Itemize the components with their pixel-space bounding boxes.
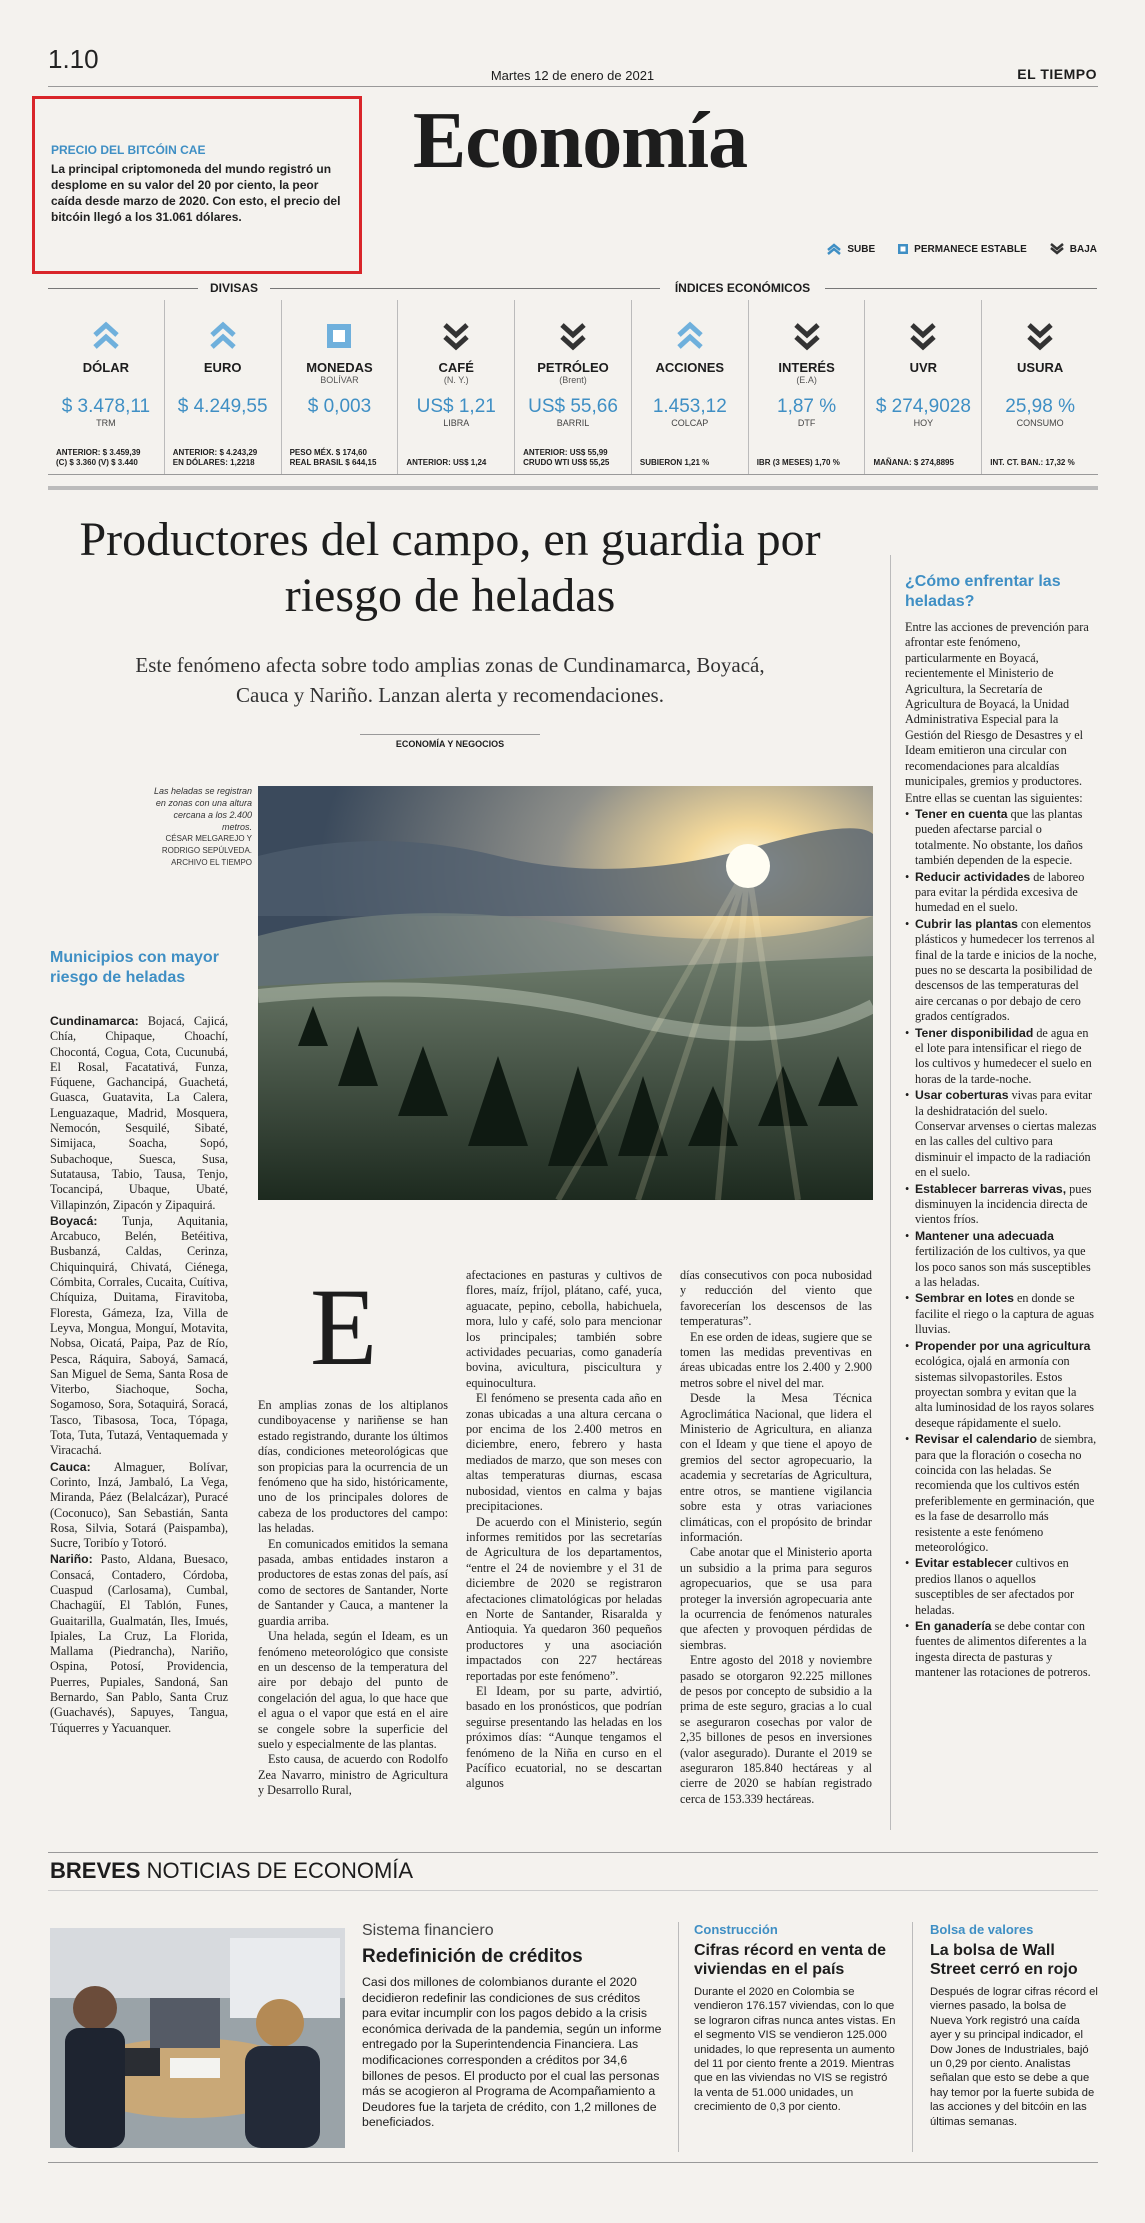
indicator-sub [48,375,164,386]
municipios-group [50,1214,228,1459]
indicator-4 [515,300,632,474]
tip-text: que las plantas pueden afectarse parcial o totalmente. No obstante, los daños también dependen de la especie. [915,806,1083,868]
article-column-3 [680,1268,872,1807]
tip-lead: Cubrir las plantas [915,916,1018,931]
tip-text: se debe contar con fuentes de alimentos diferentes a la ingesta directa de pasturas y mantener las rotaciones de potreros. [915,1619,1091,1680]
tip-text: cultivos en predios llanos o aquellos susceptibles de ser afectados por heladas. [915,1556,1075,1617]
tip-text: pues disminuyen la incidencia directa de vientos fríos. [915,1181,1092,1227]
article-paragraph: afectaciones en pasturas y cultivos de flores, maíz, fríjol, plátano, café, yuca, aguacate, pepino, cebolla, habichuela, mora, lulo y café, solo para mencionar los principales; también sobre actividades pecuarias, como ganadería bovina, avicultura, piscicultura y equinocultura. [466,1268,662,1390]
indicator-value: $ 4.249,55 [177,396,268,417]
page-number: 1.10 [48,44,99,74]
bottom-rule [48,2162,1098,2163]
municipios-group [50,1552,228,1736]
tip-text: ecológica, ojalá en armonía con sistemas silvopastoriles. Estos proyectan sombra y evitan que la alta luminosidad de los rayos solares deseque rápidamente el suelo. [915,1354,1095,1430]
frost-landscape-photo [258,786,873,1200]
brief-1-kicker: Sistema financiero [362,1922,494,1939]
breves-label-rest: NOTICIAS DE ECONOMÍA [140,1858,414,1883]
municipality-list: Pasto, Aldana, Buesaco, Consacá, Contadero, Córdoba, Cuaspud (Carlosama), Cumbal, Chachagüí, El Tablón, Funes, Guaitarilla, Gualmatán, Iles, Imués, Ipiales, La Cruz, La Florida, Mallama (Piedrancha), Nariño, Ospina, Potosí, Providencia, Puerres, Pupiales, Sandoná, San Bernardo, San Pablo, Santa Cruz (Guachavés), Sapuyes, Tangua, Túquerres y Yacuanquer. [50,1552,229,1735]
sidebar-tip [905,807,1097,869]
indicator-footnote: IBR (3 MESES) 1,70 % [756,458,840,467]
bitcoin-text: La principal criptomoneda del mundo registró un desplome en su valor del 20 por ciento, la peor caída desde marzo de 2020. Con esto, el precio del bitcóin llegó a los 31.061 dólares. [51,162,341,224]
up-arrow-icon [632,314,748,358]
department-name: Nariño: [50,1552,93,1567]
indicator-unit: CONSUMO [1016,418,1064,428]
municipios-title: Municipios con mayor riesgo de heladas [50,949,219,986]
article-paragraph: Esto causa, de acuerdo con Rodolfo Zea Navarro, ministro de Agricultura y Desarrollo Rural, [258,1752,448,1798]
indicator-sub: (Brent) [559,375,587,385]
tip-lead: En ganadería [915,1619,992,1633]
breves-header [50,1858,413,1884]
sidebar-tip [905,1182,1097,1228]
indicator-sub [632,375,748,386]
sidebar-tip [905,1026,1097,1088]
indicator-7 [865,300,982,474]
divisas-rule [48,288,198,289]
article-deck: Este fenómeno afecta sobre todo amplias zonas de Cundinamarca, Boyacá, Cauca y Nariño. Lanzan alerta y recomendaciones. [135,653,765,707]
sidebar-tip [905,1432,1097,1555]
drop-cap: E [310,1266,378,1388]
indicator-6 [749,300,866,474]
legend-stable-label: PERMANECE ESTABLE [914,243,1027,255]
brief-divider-2 [912,1922,913,2152]
tip-lead: Propender por una agricultura [915,1338,1091,1353]
down-arrow-icon [1049,243,1065,255]
section-tag: ECONOMÍA Y NEGOCIOS [360,734,540,749]
legend-up [826,243,875,255]
indicator-value: $ 274,9028 [875,396,971,417]
article-paragraph: días consecutivos con poca nubosidad y reducción del viento que favorecerían los descensos de las temperaturas”. [680,1268,872,1329]
indicator-footnote: INT. CT. BAN.: 17,32 % [990,458,1075,467]
indicator-name: USURA [1017,360,1064,375]
indicator-footnote: ANTERIOR: $ 4.243,29 EN DÓLARES: 1,2218 [172,448,258,467]
indicator-unit: COLCAP [671,418,709,428]
tip-lead: Sembrar en lotes [915,1291,1014,1306]
tip-lead: Mantener una adecuada [915,1228,1054,1243]
indicator-unit: HOY [913,418,934,428]
department-name: Cauca: [50,1459,91,1474]
indicator-footnote: PESO MÉX. $ 174,60 REAL BRASIL $ 644,15 [289,448,377,467]
brief-3 [930,1922,1098,2129]
brief-2-title: Cifras récord en venta de viviendas en el país [694,1942,887,1978]
trend-legend [826,243,1097,255]
indicator-3 [398,300,515,474]
municipios-group [50,1460,228,1552]
legend-down-label: BAJA [1069,243,1097,255]
indicator-name: EURO [203,360,242,375]
tip-text: con elementos plásticos y humedecer los terrenos al final de la tarde e inicios de la noche, pues no se descarta la posibilidad de descensos de las temperaturas del aire cercanas o por debajo de cero grados centígrados. [915,916,1097,1024]
indicator-value: $ 0,003 [307,396,372,417]
municipality-list: Tunja, Aquitania, Arcabuco, Belén, Betéitiva, Busbanzá, Caldas, Cerinza, Chiquinquirá, Chivatá, Ciénega, Cómbita, Corrales, Cucaita, Cuítiva, Chíquiza, Duitama, Firavitoba, Floresta, Gámeza, Iza, Villa de Leyva, Mongua, Monguí, Motavita, Nobsa, Oicatá, Paipa, Paz de Río, Pesca, Ráquira, Saboyá, Samacá, San Miguel de Sema, Santa Rosa de Viterbo, Siachoque, Socha, Sogamoso, Sora, Sotaquirá, Soracá, Tasco, Tibasosa, Toca, Tópaga, Tota, Tuta, Tutazá, Ventaquemada y Viracachá. [50,1213,228,1458]
sidebar-tip [905,1556,1097,1618]
tip-text: vivas para evitar la deshidratación del suelo. Conservar arvenses o ciertas malezas en las calles del cultivo para disminuir el impacto de la radiación en el suelo. [915,1088,1097,1180]
down-arrow-icon [398,314,514,358]
up-arrow-icon [826,243,842,255]
indices-rule-right [825,288,1097,289]
article-paragraph: Desde la Mesa Técnica Agroclimática Nacional, que lidera el Ministerio de Agricultura, en alianza con el Ideam y que tiene el apoyo de gremios del sector agropecuario, la academia y secretarías de Agricultura, entre otros, se mantiene vigilancia sobre esta y otras variaciones climáticas, con el propósito de brindar información. [680,1391,872,1544]
indicator-name: INTERÉS [778,360,835,375]
department-name: Boyacá: [50,1213,98,1228]
tip-lead: Tener disponibilidad [915,1025,1034,1040]
sidebar-tip [905,870,1097,916]
indicator-8 [982,300,1098,474]
sidebar-tip [905,1619,1097,1681]
breves-label-bold: BREVES [50,1858,141,1883]
article-headline: Productores del campo, en guardia por riesgo de heladas [79,513,821,622]
indicator-footnote: SUBIERON 1,21 % [639,458,710,467]
tip-text: de siembra, para que la floración o cosecha no coincida con las heladas. Se recomienda que los cultivos estén preferiblemente en germinación, que es la fase de desarrollo más resistente a este fenómeno meteorológico. [915,1432,1097,1554]
article-column-1 [258,1398,448,1799]
municipios-group [50,1014,228,1213]
indicator-value: US$ 1,21 [416,396,496,417]
divisas-label: DIVISAS [209,281,258,295]
down-arrow-icon [749,314,865,358]
indicators-bottom-rule [48,486,1098,490]
indicator-value: 1,87 % [777,396,837,417]
indicator-sub [865,375,981,386]
brief-3-kicker: Bolsa de valores [930,1922,1034,1937]
breves-top-rule [48,1852,1098,1853]
sidebar-tip [905,917,1097,1025]
sidebar-tip [905,1229,1097,1291]
up-arrow-icon [165,314,281,358]
tip-lead: Establecer barreras vivas, [915,1181,1067,1196]
down-arrow-icon [982,314,1098,358]
bitcoin-highlight-box [32,96,362,274]
sidebar-body [905,620,1097,1682]
brief-2-kicker: Construcción [694,1922,778,1937]
tip-lead: Tener en cuenta [915,806,1008,821]
brief-divider-1 [678,1922,679,2152]
indicator-sub: (E.A) [796,375,817,385]
article-paragraph: Cabe anotar que el Ministerio aporta un subsidio a la prima para seguros agropecuarios, que se usa para proteger la inversión agropecuaria ante la ocurrencia de fenómenos naturales que afecten y provoquen pérdidas de siembras. [680,1545,872,1652]
indicator-value: 1.453,12 [652,396,727,417]
indicator-name: PETRÓLEO [537,360,609,375]
sidebar-tip [905,1291,1097,1337]
photo-caption [152,785,252,869]
municipality-list: Almaguer, Bolívar, Corinto, Inzá, Jambaló, La Vega, Miranda, Páez (Belalcázar), Puracé (Coconuco), San Sebastián, Santa Rosa, Silvia, Sotará (Paispamba), Sucre, Toribío y Totoró. [50,1459,228,1551]
tip-lead: Evitar establecer [915,1556,1013,1571]
indicator-unit: BARRIL [556,418,590,428]
municipios-list [50,1014,228,1737]
indicator-unit: TRM [96,418,116,428]
article-paragraph: Una helada, según el Ideam, es un fenómeno meteorológico que consiste en un descenso de la temperatura del aire por debajo del punto de congelación del agua, lo que hace que el agua o el vapor que está en el aire se congele sobre la superficie del suelo y especialmente de las plantas. [258,1629,448,1751]
tip-text: fertilización de los cultivos, ya que los poco sanos son más susceptibles a las heladas. [915,1244,1091,1290]
indicator-value: $ 3.478,11 [61,396,151,417]
indicator-name: CAFÉ [438,360,474,375]
tip-lead: Revisar el calendario [915,1432,1037,1447]
brief-3-title: La bolsa de Wall Street cerró en rojo [930,1942,1078,1978]
indicator-sub [982,375,1098,386]
stable-square-icon [282,314,398,358]
down-arrow-icon [865,314,981,358]
stable-square-icon [897,243,909,255]
article-paragraph: En amplias zonas de los altiplanos cundiboyacense y nariñense se han estado registrando, durante los últimos días, condiciones meteorológicas que son propicias para la ocurrencia de un fenómeno que ha sido, históricamente, uno de los principales dolores de cabeza de los productores del campo: las heladas. [258,1398,448,1536]
top-rule [48,86,1098,87]
indicator-1 [165,300,282,474]
indicator-0 [48,300,165,474]
article-paragraph: El Ideam, por su parte, advirtió, basado en los pronósticos, que podrían seguirse presentando las heladas en los próximos días: “Aunque tengamos el fenómeno de la Niña en curso en el Pacífico ecuatorial, no se descartan algunos [466,1683,662,1791]
section-title: Economía [412,97,748,185]
article-paragraph: En ese orden de ideas, sugiere que se tomen las medidas preventivas en áreas ubicadas entre los 2.400 y 2.900 metros sobre el nivel del mar. [680,1329,872,1390]
sidebar-intro-2: Entre ellas se cuentan las siguientes: [905,791,1083,806]
date-line: Martes 12 de enero de 2021 [490,68,655,83]
brief-2 [694,1922,899,2115]
legend-stable [897,243,1027,255]
article-paragraph: Entre agosto del 2018 y noviembre pasado se otorgaron 92.225 millones de pesos por concepto de subsidio a la prima de este seguro, gracias a lo cual se aseguraron cosechas por valor de 2,35 billones de pesos en inversiones (valor asegurado). Durante el 2019 se aseguraron 185.840 hectáreas y al cierre de 2020 se habían registrado cerca de 153.339 hectáreas. [680,1653,872,1806]
indicator-footnote: ANTERIOR: US$ 1,24 [406,458,487,467]
indicator-name: ACCIONES [655,360,725,375]
municipality-list: Bojacá, Cajicá, Chía, Chipaque, Choachí, Chocontá, Cogua, Cota, Cucunubá, El Rosal, Facatativá, Funza, Fúquene, Gachancipá, Guachetá, Guasca, Guatavita, La Calera, Lenguazaque, Madrid, Mosquera, Nemocón, Sesquilé, Sibaté, Simijaca, Soacha, Sopó, Subachoque, Suesca, Susa, Sutatausa, Tabio, Tausa, Tenjo, Tocancipá, Ubaque, Ubaté, Villapinzón, Zipacón y Zipaquirá. [50,1014,228,1212]
office-meeting-photo [50,1928,345,2148]
photo-caption-text: Las heladas se registran en zonas con una altura cercana a los 2.400 metros. [153,786,252,832]
sidebar-intro: Entre las acciones de prevención para afrontar este fenómeno, particularmente en Boyacá, recientemente el Ministerio de Agricultura, la Secretaría de Agricultura de Boyacá, la Unidad Administrativa Especial para la Gestión del Riesgo de Desastres y el Ideam emitieron una circular con recomendaciones para alcaldías municipales, gremios y productores. [905,620,1089,789]
indicator-5 [632,300,749,474]
tip-text: en donde se facilite el riego o la captura de aguas lluvias. [915,1291,1094,1337]
article-paragraph: En comunicados emitidos la semana pasada, ambas entidades instaron a productores de estas zonas del país, así como de sectores de Santander, Norte de Santander y Cauca, a mantener la guardia arriba. [258,1536,448,1628]
tip-lead: Usar coberturas [915,1088,1009,1103]
article-column-2 [466,1268,662,1792]
department-name: Cundinamarca: [50,1014,139,1028]
indicator-footnote: ANTERIOR: $ 3.459,39 (C) $ 3.360 (V) $ 3.440 [56,448,141,467]
indicator-name: MONEDAS [306,360,373,375]
brief-2-text: Durante el 2020 en Colombia se vendieron 176.157 viviendas, con lo que se lograron cifras nunca antes vistas. En el segmento VIS se vendieron 125.000 unidades, lo que representa un aumento del 11 por ciento frente a 2019. Mientras que en las viviendas no VIS se registró la venta de 51.000 unidades, un crecimiento de 0,3 por ciento. [694,1986,896,2114]
sidebar-tips [905,807,1097,1681]
bitcoin-title: PRECIO DEL BITCÓIN CAE [51,143,206,157]
sidebar-tip [905,1088,1097,1180]
indicator-sub: (N. Y.) [443,375,469,385]
photo-credit: CÉSAR MELGAREJO Y RODRIGO SEPÚLVEDA. ARCHIVO EL TIEMPO [161,834,252,867]
article-paragraph: El fenómeno se presenta cada año en zonas ubicadas a una altura cercana o por encima de los 2.400 metros en diciembre, enero, febrero y hasta mediados de marzo, que son meses con altas temperaturas diurnas, escasa nubosidad, vientos en calma y bajas precipitaciones. [466,1391,662,1514]
indicator-unit: LIBRA [443,418,470,428]
tip-text: de agua en el lote para intensificar el riego de los cultivos y humedecer el suelo en horas de la tarde-noche. [915,1025,1092,1086]
tip-lead: Reducir actividades [915,869,1031,884]
sidebar-title: ¿Cómo enfrentar las heladas? [905,573,1061,610]
indicator-name: DÓLAR [82,360,129,375]
newspaper-name: EL TIEMPO [1017,66,1097,82]
legend-up-label: SUBE [847,243,876,255]
indicators-table [48,300,1098,475]
sidebar-tip [905,1339,1097,1431]
indicator-footnote: ANTERIOR: US$ 55,99 CRUDO WTI US$ 55,25 [523,448,610,467]
indicator-name: UVR [909,360,938,375]
up-arrow-icon [48,314,164,358]
indices-rule-left [270,288,660,289]
down-arrow-icon [515,314,631,358]
indicator-value: US$ 55,66 [528,396,618,417]
indices-label: ÍNDICES ECONÓMICOS [674,281,811,295]
indicator-footnote: MAÑANA: $ 274,8895 [873,458,954,467]
breves-header-rule [48,1890,1098,1891]
indicator-unit: DTF [797,418,816,428]
brief-1-title: Redefinición de créditos [362,1946,583,1967]
article-paragraph: De acuerdo con el Ministerio, según informes remitidos por las secretarías de Agricultura de los departamentos, “entre el 24 de noviembre y el 31 de diciembre de 2020 se registraron afectaciones climatológicas por heladas en Norte de Santander, Risaralda y Antioquia. Ya quedaron 360 pequeños productores y una asociación impactados con 227 hectáreas reportadas por este fenómeno”. [466,1514,662,1683]
brief-1-text: Casi dos millones de colombianos durante el 2020 decidieron redefinir las condiciones de sus créditos para evitar incumplir con los pagos debido a la crisis económica derivada de la pandemia, según un informe entregado por la Superintendencia Financiera. Las modificaciones corresponden a créditos por 34,6 billones de pesos. El producto por el cual las personas más se acogieron al Programa de Acompañamiento a Deudores fue la tarjeta de crédito, con 1,2 millones de beneficiados. [362,1975,662,2130]
indicator-sub [165,375,281,386]
indicator-2 [282,300,399,474]
sidebar-divider [890,555,891,1830]
tip-text: de laboreo para evitar la pérdida excesiva de humedad en el suelo. [915,869,1085,915]
legend-down [1049,243,1097,255]
brief-3-text: Después de lograr cifras récord el viernes pasado, la bolsa de Nueva York registró una caída ayer y su principal indicador, el Dow Jones de Industriales, bajó un 0,29 por ciento. Analistas señalan que esto se debe a que hay temor por la fuerte subida de las acciones y del bitcóin en las últimas semanas. [930,1986,1098,2128]
indicator-value: 25,98 % [1005,396,1075,417]
indicator-sub: BOLÍVAR [320,375,359,385]
